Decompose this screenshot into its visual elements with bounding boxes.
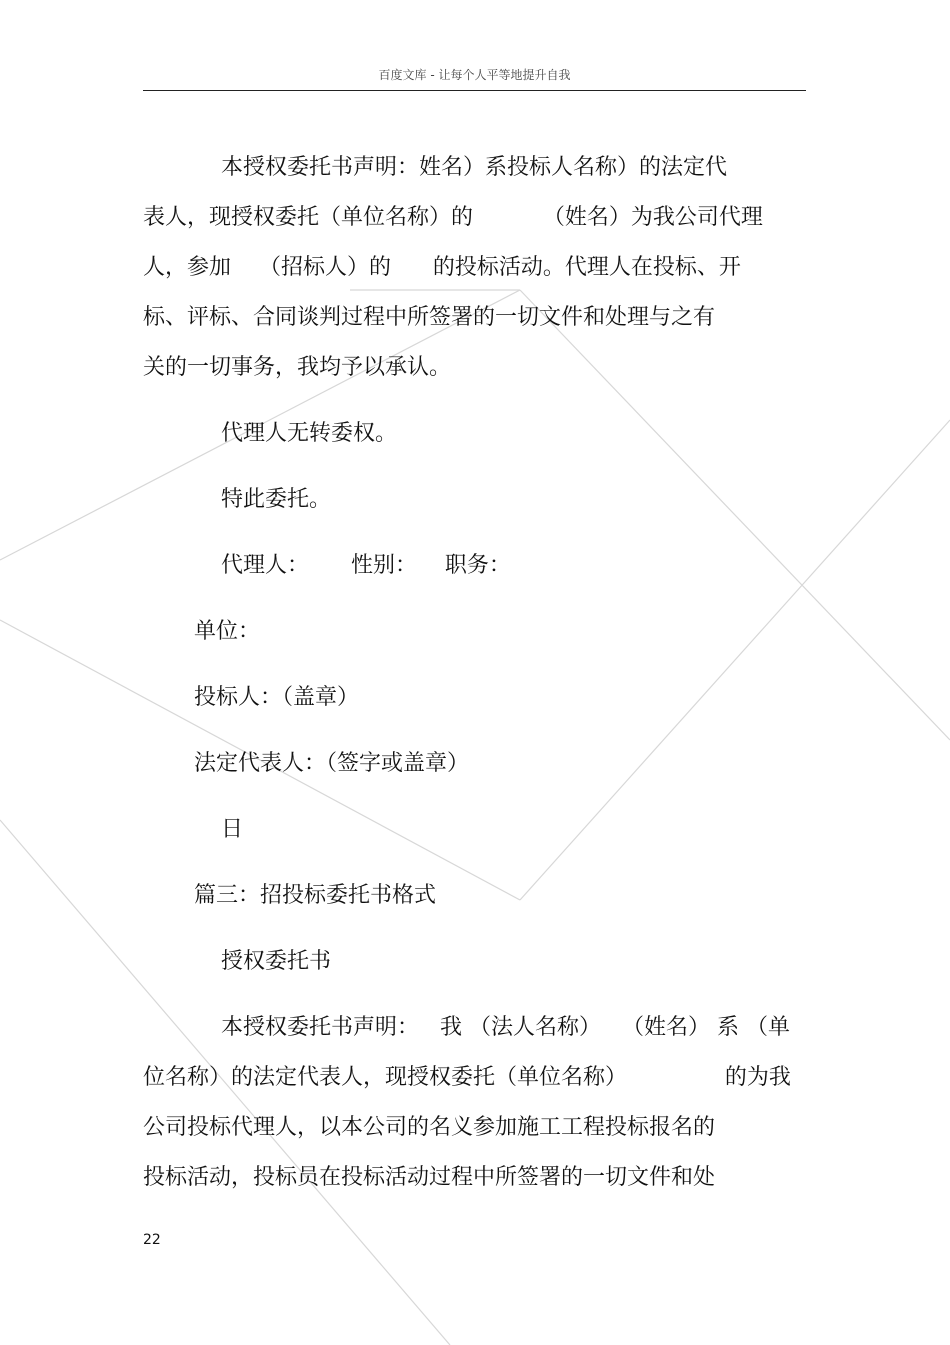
paragraph-line: 日 bbox=[221, 817, 244, 842]
paragraph-line: 本授权委托书声明：姓名）系投标人名称）的法定代 bbox=[221, 155, 728, 180]
paragraph-line: 单位： bbox=[194, 619, 261, 644]
paragraph-line: 关的一切事务，我均予以承认。 bbox=[143, 355, 452, 380]
paragraph-line: 表人，现授权委托（单位名称）的 （姓名）为我公司代理 bbox=[143, 205, 763, 230]
header-site-name: 百度文库 bbox=[378, 68, 427, 82]
header-slogan: 让每个人平等地提升自我 bbox=[438, 68, 571, 82]
paragraph-line: 特此委托。 bbox=[221, 487, 332, 512]
section-heading: 篇三：招投标委托书格式 bbox=[194, 883, 437, 908]
page-header bbox=[143, 66, 806, 83]
header-separator: - bbox=[426, 68, 439, 82]
document-title: 授权委托书 bbox=[221, 949, 332, 974]
paragraph-line: 法定代表人：（签字或盖章） bbox=[194, 751, 470, 776]
paragraph-line: 人，参加 （招标人）的 的投标活动。代理人在投标、开 bbox=[143, 255, 741, 280]
paragraph-line: 公司投标代理人，以本公司的名义参加施工工程投标报名的 bbox=[143, 1115, 716, 1140]
paragraph-line: 代理人无转委权。 bbox=[221, 421, 398, 446]
paragraph-line: 位名称）的法定代表人，现授权委托（单位名称） 的为我 bbox=[143, 1065, 791, 1090]
page-number: 22 bbox=[143, 1232, 161, 1248]
header-divider bbox=[143, 90, 806, 91]
paragraph-line: 投标人：（盖章） bbox=[194, 685, 360, 710]
paragraph-line: 投标活动，投标员在投标活动过程中所签署的一切文件和处 bbox=[143, 1165, 716, 1190]
paragraph-line: 本授权委托书声明： 我 （法人名称） （姓名） 系 （单 bbox=[221, 1015, 790, 1040]
paragraph-line: 标、评标、合同谈判过程中所签署的一切文件和处理与之有 bbox=[143, 305, 716, 330]
paragraph-line: 代理人： 性别： 职务： bbox=[221, 553, 511, 578]
